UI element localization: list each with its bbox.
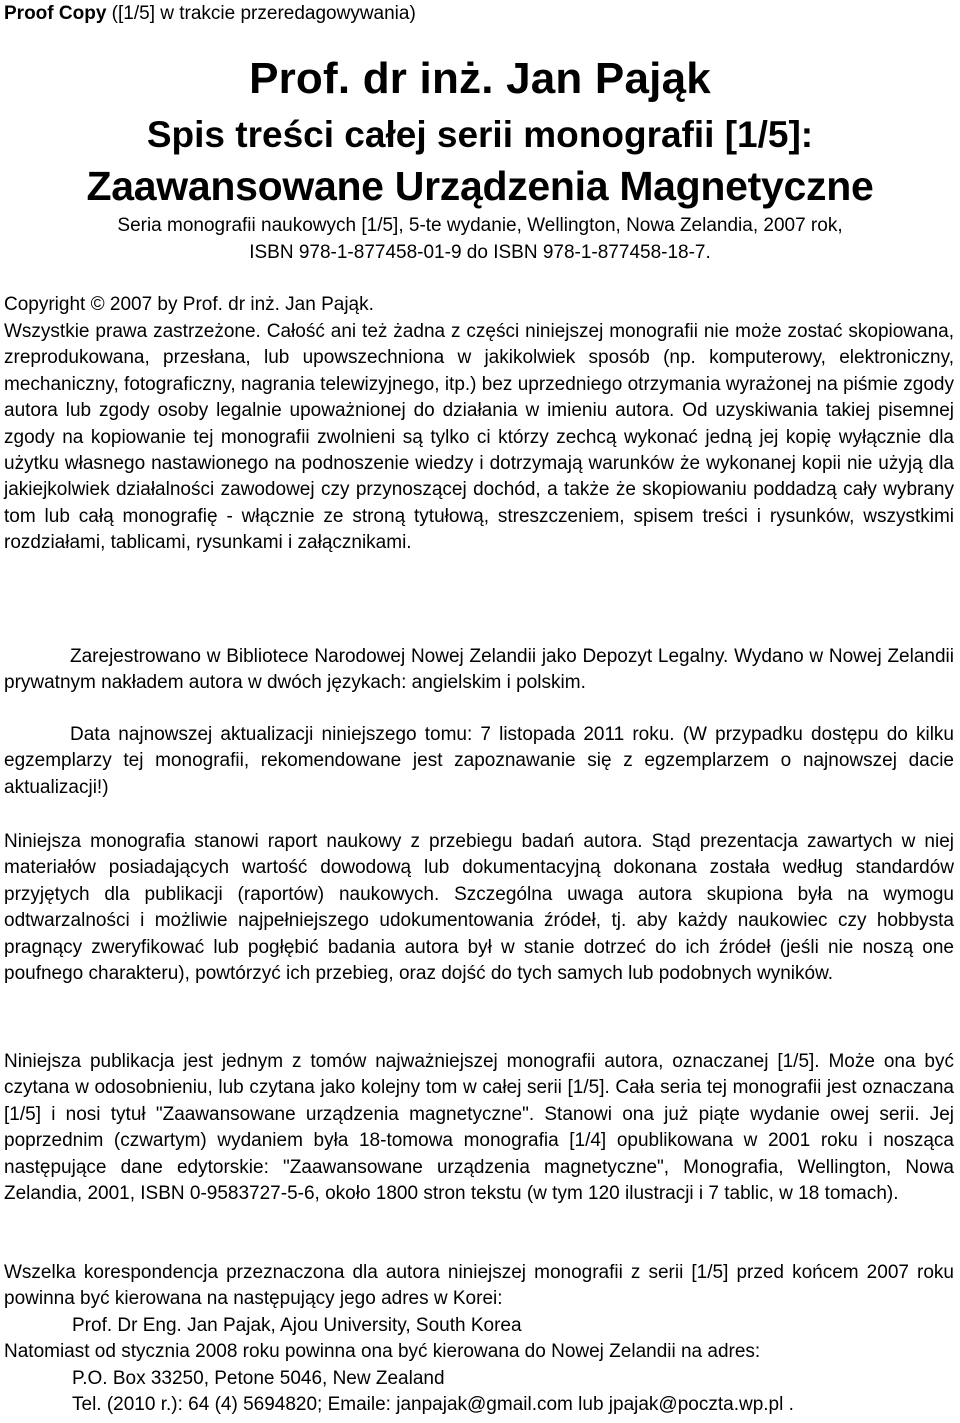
proof-copy-label: Proof Copy: [4, 3, 107, 24]
scientific-report-paragraph: Niniejsza monografia stanowi raport naukowy z przebiegu badań autora. Stąd prezentacja zawartych w niej materiałów posiadających wartość dowodową lub dokumentacyjną dokonana została według standardów przyjętych dla publikacji (raportów) naukowych. Szczególna uwaga autora skupiona była na wymogu odtwarzalności i możliwie najpełniejszego udokumentowania źródeł, tj. aby każdy naukowiec czy hobbysta pragnący zweryfikować lub pogłębić badania autora był w stanie dotrzeć do ich źródeł (jeśli nie noszą one poufnego charakteru), powtórzyć ich przebieg, oraz dojść do tych samych lub podobnych wyników.: [4, 831, 954, 985]
update-date-paragraph: Data najnowszej aktualizacji niniejszego tomu: 7 listopada 2011 roku. (W przypadku dostępu do kilku egzemplarzy tej monografii, rekomendowane jest zapoznawanie się z egzemplarzem o najnowszej dacie aktualizacji!): [4, 724, 954, 798]
toc-title: Spis treści całej serii monografii [1/5]:: [146, 114, 814, 155]
proof-copy-header: [4, 2, 416, 26]
publication-paragraph: Niniejsza publikacja jest jednym z tomów najważniejszej monografii autora, oznaczanej [1/5]. Może ona być czytana w odosobnieniu, lub czytana jako kolejny tom w całej serii [1/5]. Cała seria tej monografii jest oznaczana [1/5] i nosi tytuł "Zaawansowane urządzenia magnetyczne". Stanowi ona już piąte wydanie owej serii. Jej poprzednim (czwartym) wydaniem była 18-tomowa monografia [1/4] opublikowana w 2001 roku i nosząca następujące dane edytorskie: "Zaawansowane urządzenia magnetyczne", Monografia, Wellington, Nowa Zelandia, 2001, ISBN 0-9583727-5-6, około 1800 stron tekstu (w tym 120 ilustracji i 7 tablic, w 18 tomach).: [4, 1051, 954, 1205]
title-block: [0, 54, 960, 266]
correspondence-paragraph: Wszelka korespondencja przeznaczona dla autora niniejszej monografii z serii [1/5] przed końcem 2007 roku powinna być kierowana na następujący jego adres w Korei:: [4, 1262, 954, 1310]
contact-phone-email: Tel. (2010 r.): 64 (4) 5694820; Emaile: janpajak@gmail.com lub jpajak@poczta.wp.pl .: [72, 1394, 794, 1415]
author-title: Prof. dr inż. Jan Pająk: [249, 54, 711, 103]
proof-copy-status: ([1/5] w trakcie przeredagowywania): [106, 3, 416, 24]
subtitle-line-1: Seria monografii naukowych [1/5], 5-te wydanie, Wellington, Nowa Zelandia, 2007 rok,: [117, 215, 843, 236]
registration-paragraph: Zarejestrowano w Bibliotece Narodowej Nowej Zelandii jako Depozyt Legalny. Wydano w Nowej Zelandii prywatnym nakładem autora w dwóch językach: angielskim i polskim.: [4, 646, 954, 694]
series-title: Zaawansowane Urządzenia Magnetyczne: [86, 163, 874, 209]
korea-address: Prof. Dr Eng. Jan Pajak, Ajou University, South Korea: [72, 1315, 522, 1336]
new-zealand-address-intro: Natomiast od stycznia 2008 roku powinna ona być kierowana do Nowej Zelandii na adres:: [4, 1341, 761, 1362]
new-zealand-postal-address: P.O. Box 33250, Petone 5046, New Zealand: [72, 1368, 445, 1389]
subtitle-line-2: ISBN 978-1-877458-01-9 do ISBN 978-1-877458-18-7.: [249, 242, 711, 263]
copyright-line: Copyright © 2007 by Prof. dr inż. Jan Pająk.: [4, 294, 374, 315]
rights-paragraph: Wszystkie prawa zastrzeżone. Całość ani też żadna z części niniejszej monografii nie może zostać skopiowana, zreprodukowana, przesłana, lub upowszechniona w jakikolwiek sposób (np. komputerowy, elektroniczny, mechaniczny, fotograficzny, nagrania telewizyjnego, itp.) bez uprzedniego otrzymania wyrażonej na piśmie zgody autora lub zgody osoby legalnie upoważnionej do działania w imieniu autora. Od uzyskiwania takiej pisemnej zgody na kopiowanie tej monografii zwolnieni są tylko ci którzy zechcą wykonać jedną jej kopię wyłącznie dla użytku własnego nastawionego na podnoszenie wiedzy i dotrzymają warunków że wykonanej kopii nie użyją dla jakiejkolwiek działalności zawodowej czy przynoszącej dochód, a także że skopiowaniu poddadzą cały wybrany tom lub całą monografię - włącznie ze stroną tytułową, streszczeniem, spisem treści i rysunków, wszystkimi rozdziałami, tablicami, rysunkami i załącznikami.: [4, 321, 954, 554]
